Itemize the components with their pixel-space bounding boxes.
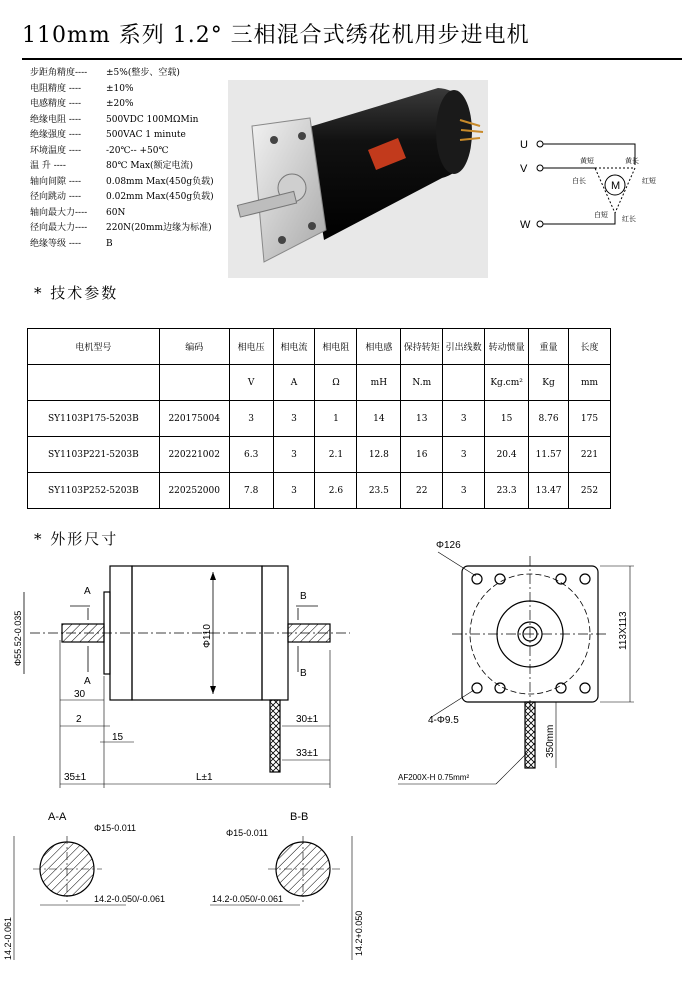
front-view	[398, 552, 634, 784]
column-header: 引出线数	[443, 329, 485, 365]
spec-label: 轴向间隙 ----	[30, 176, 82, 187]
table-cell: 3	[443, 473, 485, 509]
shaft-diameter-label: Φ15-0.011	[94, 823, 137, 833]
table-cell: 22	[401, 473, 443, 509]
table-cell: 15	[485, 401, 529, 437]
table-cell: 1	[315, 401, 357, 437]
terminal-u-label: U	[520, 139, 528, 151]
column-header: 相电感	[357, 329, 401, 365]
spec-value: 60N	[106, 207, 126, 218]
flat-dim-label: 14.2-0.050/-0.061	[212, 894, 284, 904]
table-cell: SY1103P252-5203B	[28, 473, 160, 509]
dim-length-label: L±1	[196, 772, 213, 783]
table-cell: 11.57	[529, 437, 569, 473]
table-cell: SY1103P221-5203B	[28, 437, 160, 473]
wire-label: 白长	[572, 178, 586, 185]
page-title: 110mm 系列 1.2° 三相混合式绣花机用步进电机	[22, 23, 530, 48]
column-header: 长度	[569, 329, 611, 365]
spec-label: 绝缘电阻 ----	[30, 114, 82, 125]
column-header: 相电流	[273, 329, 315, 365]
table-cell: 8.76	[529, 401, 569, 437]
column-header: 重量	[529, 329, 569, 365]
column-header: 电机型号	[28, 329, 160, 365]
section-a-label: A	[84, 676, 91, 687]
section-b-label: B	[300, 668, 307, 679]
table-cell: 7.8	[229, 473, 273, 509]
column-header: 相电压	[229, 329, 273, 365]
bolt-circle-label: Φ126	[436, 540, 461, 551]
table-cell: 3	[273, 437, 315, 473]
section-bb-title: B-B	[290, 811, 309, 823]
table-cell: 13	[401, 401, 443, 437]
flat-dim-right-label: 14.2+0.050	[354, 910, 364, 956]
section-a-label: A	[84, 586, 91, 597]
table-cell: 14	[357, 401, 401, 437]
flat-dim-left-label: 14.2-0.061	[3, 916, 13, 960]
shaft-diameter-label: Φ15-0.011	[226, 828, 269, 838]
spec-label: 轴向最大力----	[30, 207, 88, 218]
spec-value: 0.02mm Max(450g负载)	[106, 192, 214, 202]
body-diameter-label: Φ110	[202, 624, 213, 648]
spec-label: 径向跳动 ----	[30, 192, 82, 202]
spec-value: ±5%(整步、空载)	[106, 68, 180, 78]
table-cell: 2.1	[315, 437, 357, 473]
dimensions-heading: * 外形尺寸	[34, 530, 119, 548]
unit-cell: V	[229, 365, 273, 401]
table-cell: 3	[273, 473, 315, 509]
table-cell: 3	[273, 401, 315, 437]
spec-value: ±10%	[106, 83, 134, 94]
dim-35-tol-label: 35±1	[64, 772, 87, 783]
spec-value: B	[106, 238, 113, 249]
pilot-diameter-label: Φ55.52-0.035	[13, 610, 23, 666]
spec-label: 绝缘等级 ----	[30, 238, 82, 249]
terminal-w-label: W	[520, 219, 531, 231]
dim-30-label: 30	[74, 689, 86, 700]
dim-15-label: 15	[112, 732, 124, 743]
spec-label: 径向最大力----	[30, 223, 88, 233]
table-cell: 23.5	[357, 473, 401, 509]
table-cell: 16	[401, 437, 443, 473]
wire-label: 红短	[642, 178, 656, 185]
table-cell: 175	[569, 401, 611, 437]
table-cell: 220175004	[159, 401, 229, 437]
unit-cell: Ω	[315, 365, 357, 401]
unit-cell: Kg	[529, 365, 569, 401]
column-header: 编码	[159, 329, 229, 365]
table-cell: 221	[569, 437, 611, 473]
spec-label: 绝缘强度 ----	[30, 130, 82, 140]
unit-cell: mH	[357, 365, 401, 401]
table-cell: 20.4	[485, 437, 529, 473]
unit-cell: Kg.cm²	[485, 365, 529, 401]
unit-cell: mm	[569, 365, 611, 401]
wire-label: 红长	[622, 216, 636, 223]
table-cell: 3	[443, 401, 485, 437]
table-cell: 252	[569, 473, 611, 509]
table-cell: 220221002	[159, 437, 229, 473]
spec-value: 500VDC 100MΩMin	[106, 114, 199, 125]
square-size-label: 113X113	[618, 611, 629, 650]
table-cell: 220252000	[159, 473, 229, 509]
dim-33-tol-label: 33±1	[296, 748, 319, 759]
table-cell: 3	[443, 437, 485, 473]
column-header: 保持转矩	[401, 329, 443, 365]
wire-label: 黄短	[580, 158, 594, 165]
spec-value: 0.08mm Max(450g负载)	[106, 176, 214, 187]
spec-label: 步距角精度----	[30, 68, 88, 78]
spec-label: 温 升 ----	[30, 161, 66, 171]
terminal-v-label: V	[520, 163, 528, 175]
spec-label: 电感精度 ----	[30, 99, 82, 109]
spec-value: -20℃-- +50℃	[106, 145, 169, 156]
motor-symbol-label: M	[611, 180, 621, 192]
table-cell: 23.3	[485, 473, 529, 509]
wire-label: 白短	[594, 212, 608, 219]
table-cell: 3	[229, 401, 273, 437]
spec-label: 电阻精度 ----	[30, 83, 82, 94]
spec-label: 环境温度 ----	[30, 145, 82, 156]
dim-2-label: 2	[76, 714, 82, 725]
section-b-label: B	[300, 591, 307, 602]
spec-value: 220N(20mm边缘为标准)	[106, 223, 212, 233]
tech-params-heading: * 技术参数	[34, 284, 119, 302]
spec-value: 500VAC 1 minute	[106, 130, 186, 140]
section-aa-title: A-A	[48, 811, 67, 823]
table-cell: 12.8	[357, 437, 401, 473]
column-header: 相电阻	[315, 329, 357, 365]
column-header: 转动惯量	[485, 329, 529, 365]
spec-value: 80℃ Max(额定电流)	[106, 161, 194, 171]
spec-value: ±20%	[106, 99, 134, 109]
mounting-holes-label: 4-Φ9.5	[428, 715, 459, 726]
unit-cell: A	[273, 365, 315, 401]
flat-dim-label: 14.2-0.050/-0.061	[94, 894, 166, 904]
wire-label: 黄长	[625, 158, 639, 165]
table-cell: 2.6	[315, 473, 357, 509]
table-cell: SY1103P175-5203B	[28, 401, 160, 437]
dim-30-tol-label: 30±1	[296, 714, 319, 725]
lead-length-label: 350mm	[545, 724, 556, 758]
unit-cell: N.m	[401, 365, 443, 401]
table-cell: 6.3	[229, 437, 273, 473]
cable-spec-label: AF200X-H 0.75mm²	[398, 773, 470, 782]
table-cell: 13.47	[529, 473, 569, 509]
